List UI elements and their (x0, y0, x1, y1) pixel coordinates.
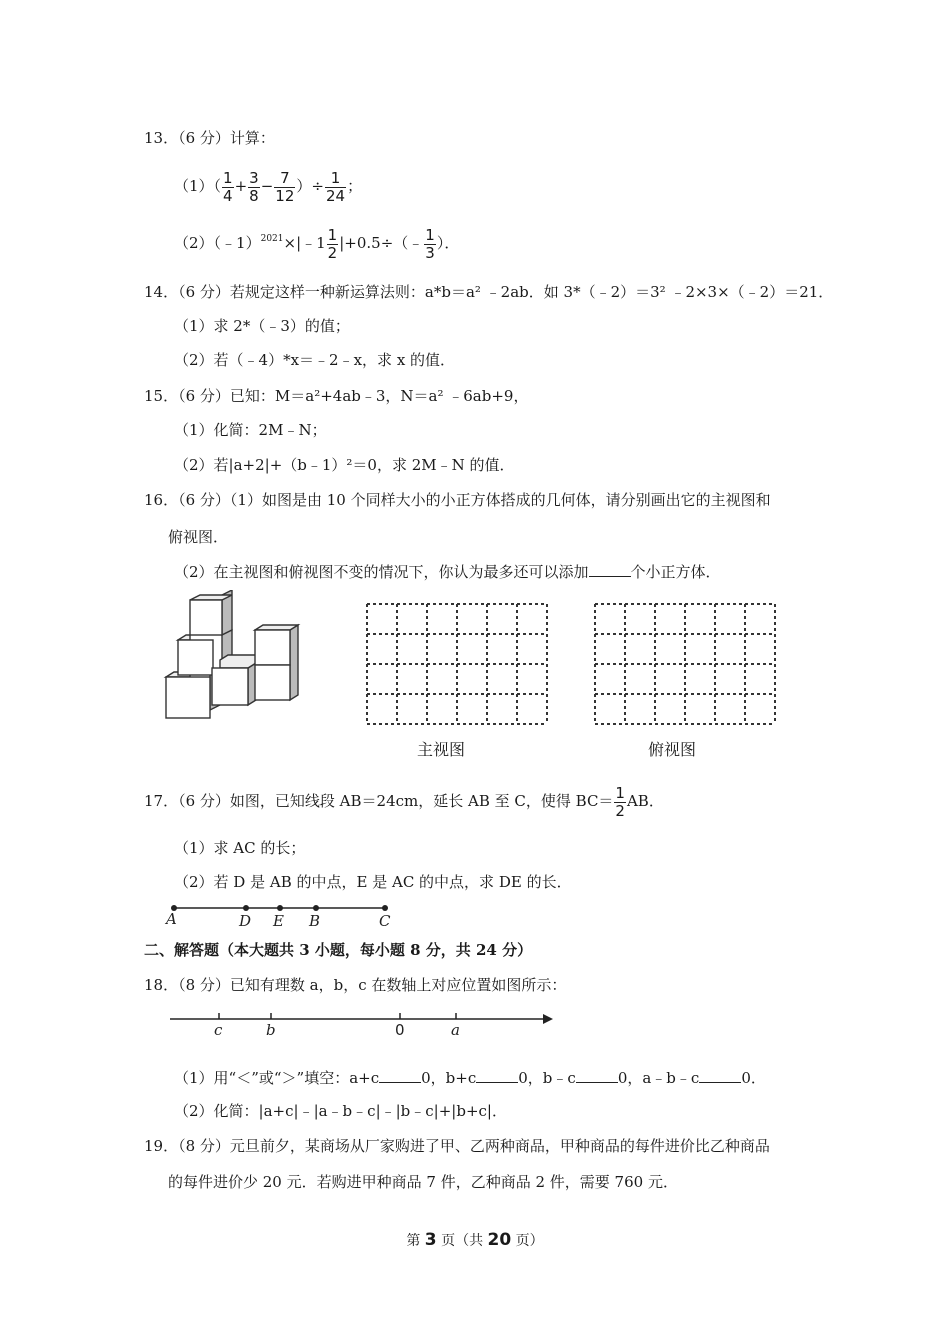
answer-blank (589, 562, 631, 577)
answer-blank (699, 1068, 741, 1083)
fraction: $\frac{1}{2}$ (615, 783, 625, 820)
q15-heading: 15．（6 分）已知：M＝a²+4ab﹣3，N＝a² ﹣6ab+9， (144, 387, 529, 405)
segment-figure (160, 898, 410, 933)
q15-part1: （1）化简：2M﹣N； (174, 421, 327, 439)
fraction: $\frac{1}{24}$ (325, 168, 346, 205)
cube-solid-figure (160, 590, 310, 725)
front-view-caption: 主视图 (417, 740, 466, 759)
q18-part1: （1）用“＜”或“＞”填空：a+c 0，b+c 0，b﹣c 0，a﹣b﹣c 0． (174, 1069, 766, 1087)
top-view-grid (590, 600, 780, 730)
number-axis (165, 1008, 560, 1040)
fraction: $\frac{3}{8}$ (249, 168, 259, 205)
q17-part2: （2）若 D 是 AB 的中点，E 是 AC 的中点，求 DE 的长． (174, 873, 572, 891)
axis-label-c: c (214, 1021, 223, 1039)
axis-label-b: b (266, 1021, 276, 1039)
fraction: $\frac{1}{2}$ (327, 225, 338, 262)
label-b: B (309, 912, 321, 930)
fraction: $\frac{1}{4}$ (223, 168, 233, 205)
point-b (313, 905, 319, 911)
point-c (382, 905, 388, 911)
fraction: $\frac{7}{12}$ (275, 168, 295, 205)
front-view-grid (362, 600, 552, 730)
q14-heading: 14．（6 分）若规定这样一种新运算法则：a*b＝a² ﹣2ab．如 3*（﹣2）＝3² ﹣2×3×（﹣2）＝21． (144, 283, 834, 301)
section-2-heading: 二、解答题（本大题共 3 小题，每小题 8 分，共 24 分） (144, 941, 533, 959)
top-view-caption: 俯视图 (648, 740, 697, 759)
q16-heading-cont: 俯视图． (168, 528, 229, 546)
q18-part2: （2）化简：|a+c|﹣|a﹣b﹣c|﹣|b﹣c|+|b+c|． (174, 1102, 507, 1120)
label-c: C (379, 912, 391, 930)
answer-blank (379, 1068, 421, 1083)
q16-heading: 16．（6 分）（1）如图是由 10 个同样大小的小正方体搭成的几何体，请分别画出它的主视图和 (144, 491, 771, 509)
point-d (243, 905, 249, 911)
q13-heading: 13．（6 分）计算： (144, 129, 275, 147)
q16-part2: （2）在主视图和俯视图不变的情况下，你认为最多还可以添加 个小正方体． (174, 563, 721, 581)
q19-heading: 19．（8 分）元旦前夕，某商场从厂家购进了甲、乙两种商品，甲种商品的每件进价比乙种商品 (144, 1137, 770, 1155)
q14-part1: （1）求 2*（﹣3）的值； (174, 317, 350, 335)
answer-blank (476, 1068, 518, 1083)
q15-part2: （2）若|a+2|+（b﹣1）²＝0，求 2M﹣N 的值． (174, 456, 515, 474)
label-a: A (166, 910, 177, 928)
axis-label-zero: 0 (395, 1021, 405, 1039)
q19-heading-cont: 的每件进价少 20 元．若购进甲种商品 7 件，乙种商品 2 件，需要 760 元． (168, 1173, 678, 1191)
q17-part1: （1）求 AC 的长； (174, 839, 306, 857)
label-d: D (239, 912, 252, 930)
q18-heading: 18．（8 分）已知有理数 a，b，c 在数轴上对应位置如图所示： (144, 976, 567, 994)
q13-part2: （2）（﹣1）$^{2021}$×|﹣1 $\frac{1}{2}$ |+0.5÷（﹣ $\frac{1}{3}$ ）． (174, 225, 460, 262)
axis-label-a: a (451, 1021, 460, 1039)
q14-part2: （2）若（﹣4）*x＝﹣2﹣x，求 x 的值． (174, 351, 456, 369)
point-e (277, 905, 283, 911)
label-e: E (273, 912, 284, 930)
answer-blank (576, 1068, 618, 1083)
page-footer: 第 3 页（共 20 页） (406, 1230, 544, 1250)
q13-part1: （1）（ $\frac{1}{4}$ + $\frac{3}{8}$ − $\frac{7}{12}$ ）÷ $\frac{1}{24}$ ； (174, 168, 363, 205)
fraction: $\frac{1}{3}$ (425, 225, 435, 262)
q17-heading: 17．（6 分）如图，已知线段 AB＝24cm，延长 AB 至 C，使得 BC＝ $\frac{1}{2}$ AB． (144, 783, 664, 820)
